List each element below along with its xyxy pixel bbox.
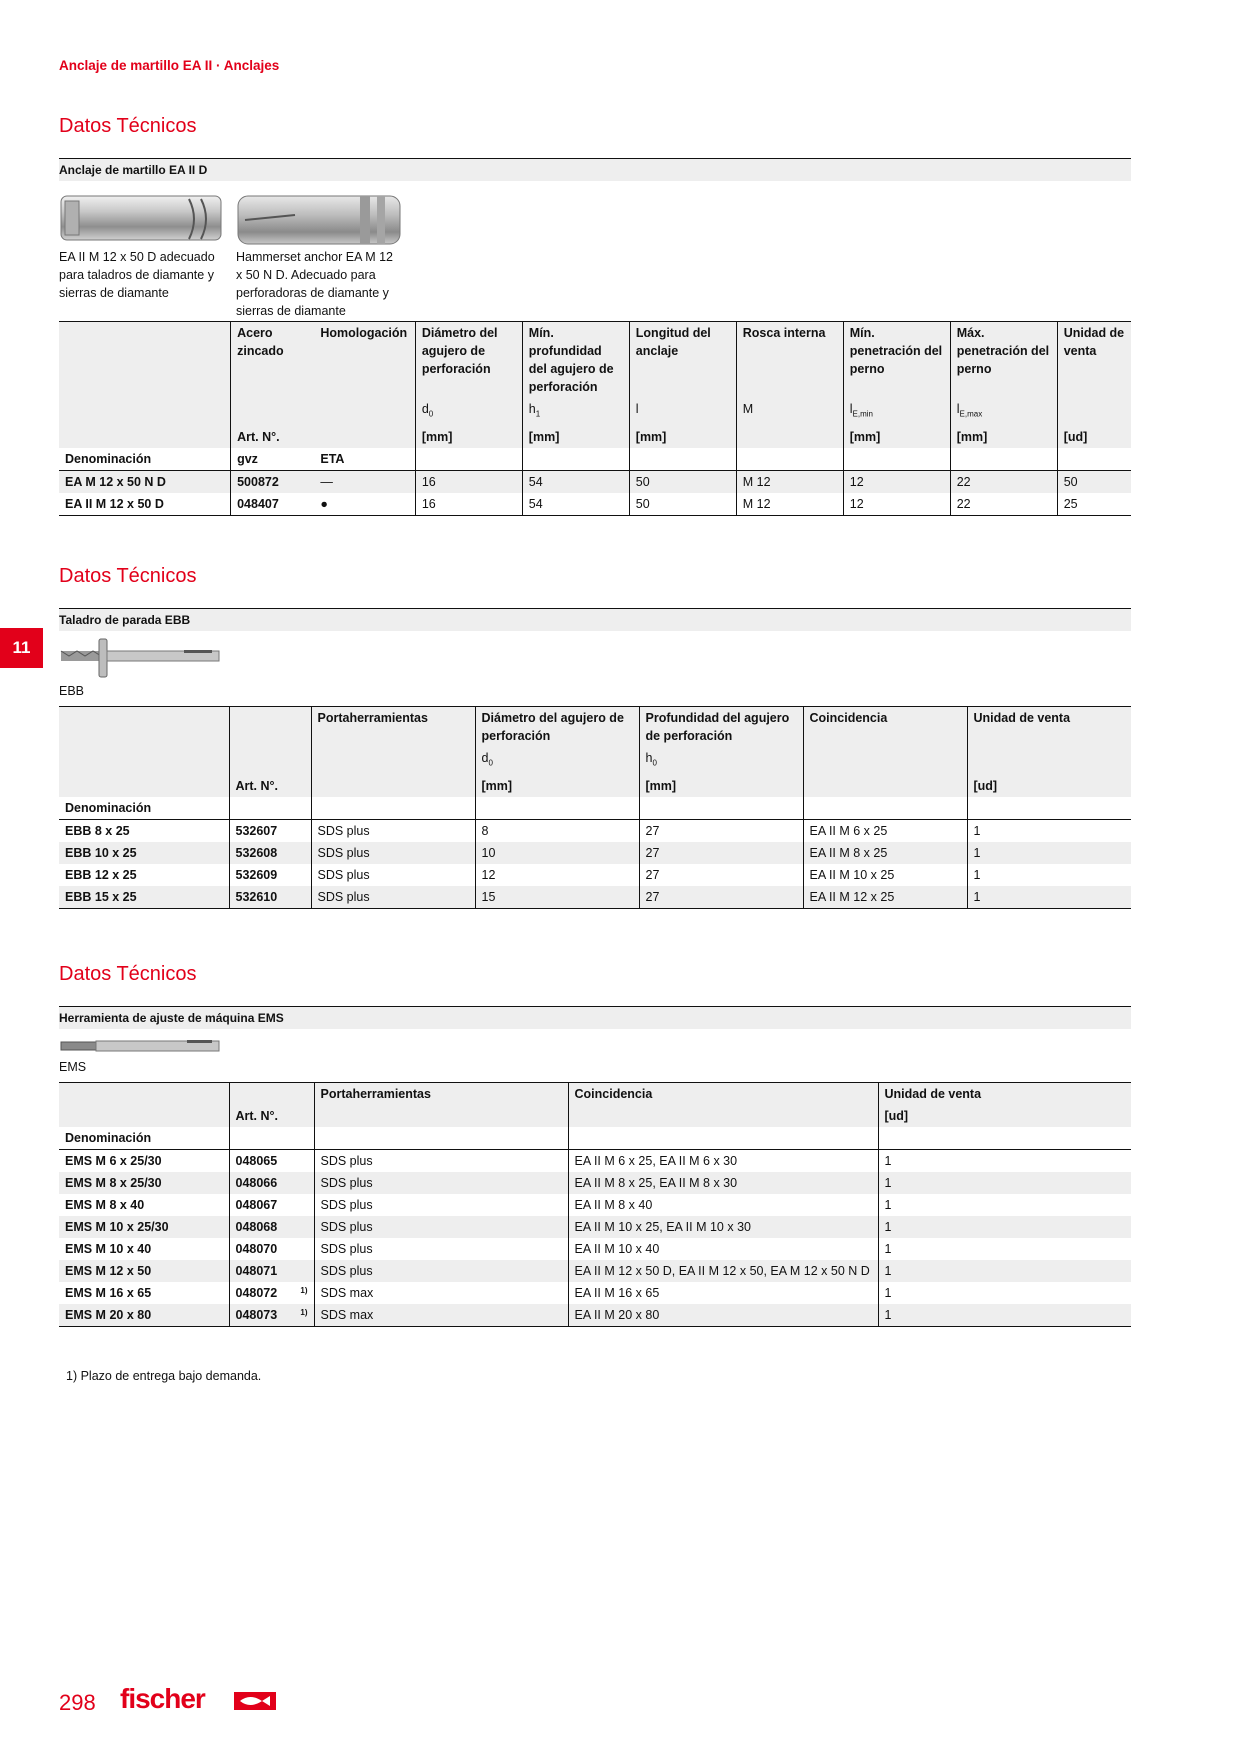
- brand-logo: fischer: [120, 1683, 205, 1714]
- data-table-ea-ii-d: [59, 321, 1131, 516]
- section-title: Datos Técnicos: [59, 565, 197, 587]
- col-diametro: Diámetro del agujero de perforación: [415, 322, 522, 399]
- page-number: 298: [59, 1690, 96, 1715]
- table-row: EBB 10 x 25 532608 SDS plus 10 27 EA II M 8 x 25 1: [59, 842, 1131, 864]
- image-caption: EMS: [59, 1060, 87, 1074]
- table-row: EBB 15 x 25 532610 SDS plus 15 27 EA II M 12 x 25 1: [59, 886, 1131, 909]
- table-row: EBB 12 x 25 532609 SDS plus 12 27 EA II M 10 x 25 1: [59, 864, 1131, 886]
- col-portaherramientas: Portaherramientas: [314, 1083, 568, 1106]
- unit-mm: [mm]: [475, 775, 639, 797]
- section-subtitle: Herramienta de ajuste de máquina EMS: [59, 1006, 1131, 1029]
- unit-mm: [mm]: [522, 426, 629, 448]
- unit-ud: [ud]: [878, 1105, 1131, 1127]
- symbol-h0: $h_0$: [645, 751, 657, 768]
- art-label: Art. N°.: [231, 426, 315, 448]
- table-row: EMS M 8 x 40 048067 SDS plus EA II M 8 x 40 1: [59, 1194, 1131, 1216]
- art-label: Art. N°.: [229, 775, 311, 797]
- symbol-m: M: [742, 402, 754, 416]
- symbol-le-min: $l_{E,min}$: [849, 402, 873, 419]
- table-row: EBB 8 x 25 532607 SDS plus 8 27 EA II M 6 x 25 1: [59, 819, 1131, 842]
- image-caption-right: Hammerset anchor EA M 12 x 50 N D. Adecuado para perforadoras de diamante y sierras de diamante: [236, 250, 394, 318]
- denominacion-label: Denominación: [59, 448, 231, 471]
- section-subtitle: Taladro de parada EBB: [59, 608, 1131, 631]
- fish-logo-icon: [234, 1692, 276, 1710]
- col-unidad: Unidad de venta: [1057, 322, 1131, 399]
- gvz-label: gvz: [231, 448, 315, 471]
- breadcrumb: Anclaje de martillo EA II · Anclajes: [59, 58, 280, 73]
- table-row: EMS M 12 x 50 048071 SDS plus EA II M 12 x 50 D, EA II M 12 x 50, EA M 12 x 50 N D 1: [59, 1260, 1131, 1282]
- unit-mm: [mm]: [843, 426, 950, 448]
- eta-label: ETA: [314, 448, 415, 471]
- image-caption-left: EA II M 12 x 50 D adecuado para taladros de diamante y sierras de diamante: [59, 250, 215, 300]
- data-table-ebb: [59, 706, 1131, 909]
- symbol-d0: $d_0$: [481, 751, 493, 768]
- col-max-pen: Máx. penetración del perno: [950, 322, 1057, 399]
- denominacion-label: Denominación: [59, 1127, 229, 1150]
- unit-mm: [mm]: [629, 426, 736, 448]
- table-row: EMS M 20 x 80 048073 1) SDS max EA II M 20 x 80 1: [59, 1304, 1131, 1327]
- col-acero: Acero zincado: [231, 322, 315, 399]
- denominacion-label: Denominación: [59, 797, 229, 820]
- unit-ud: [ud]: [1057, 426, 1131, 448]
- section-subtitle: Anclaje de martillo EA II D: [59, 158, 1131, 181]
- anchor-ea-m-nd-image: [235, 193, 405, 248]
- table-row: EMS M 16 x 65 048072 1) SDS max EA II M 16 x 65 1: [59, 1282, 1131, 1304]
- col-homologacion: Homologación: [314, 322, 415, 399]
- data-table-ems: [59, 1082, 1131, 1327]
- col-longitud: Longitud del anclaje: [629, 322, 736, 399]
- col-portaherramientas: Portaherramientas: [311, 707, 475, 748]
- unit-ud: [ud]: [967, 775, 1131, 797]
- table-row: EA II M 12 x 50 D 048407 ● 16 54 50 M 12 12 22 25: [59, 493, 1131, 516]
- table-row: EMS M 10 x 40 048070 SDS plus EA II M 10 x 40 1: [59, 1238, 1131, 1260]
- symbol-d0: $d_0$: [421, 402, 434, 419]
- col-unidad: Unidad de venta: [967, 707, 1131, 748]
- unit-mm: [mm]: [639, 775, 803, 797]
- col-profundidad: Profundidad del agujero de perforación: [639, 707, 803, 748]
- table-row: EMS M 6 x 25/30 048065 SDS plus EA II M 6 x 25, EA II M 6 x 30 1: [59, 1150, 1131, 1173]
- ems-tool-image: [59, 1036, 229, 1056]
- anchor-ea-ii-d-image: [59, 193, 224, 245]
- unit-mm: [mm]: [415, 426, 522, 448]
- table-row: EA M 12 x 50 N D 500872 — 16 54 50 M 12 12 22 50: [59, 470, 1131, 493]
- col-rosca: Rosca interna: [736, 322, 843, 399]
- footnote: 1) Plazo de entrega bajo demanda.: [66, 1369, 262, 1383]
- col-min-pen: Mín. penetración del perno: [843, 322, 950, 399]
- symbol-l: l: [635, 402, 639, 416]
- table-row: EMS M 8 x 25/30 048066 SDS plus EA II M 8 x 25, EA II M 8 x 30 1: [59, 1172, 1131, 1194]
- table-row: EMS M 10 x 25/30 048068 SDS plus EA II M 10 x 25, EA II M 10 x 30 1: [59, 1216, 1131, 1238]
- symbol-le-max: $l_{E,max}$: [956, 402, 983, 419]
- col-coincidencia: Coincidencia: [568, 1083, 878, 1106]
- chapter-tab: 11: [0, 628, 43, 668]
- col-unidad: Unidad de venta: [878, 1083, 1131, 1106]
- header-blank: [59, 322, 231, 399]
- col-diametro: Diámetro del agujero de perforación: [475, 707, 639, 748]
- section-title: Datos Técnicos: [59, 115, 197, 137]
- art-label: Art. N°.: [229, 1105, 314, 1127]
- image-caption: EBB: [59, 684, 85, 698]
- col-coincidencia: Coincidencia: [803, 707, 967, 748]
- ebb-drill-image: [59, 635, 229, 681]
- section-title: Datos Técnicos: [59, 963, 197, 985]
- unit-mm: [mm]: [950, 426, 1057, 448]
- symbol-h1: $h_1$: [528, 402, 541, 419]
- col-profundidad: Mín. profundidad del agujero de perforación: [522, 322, 629, 399]
